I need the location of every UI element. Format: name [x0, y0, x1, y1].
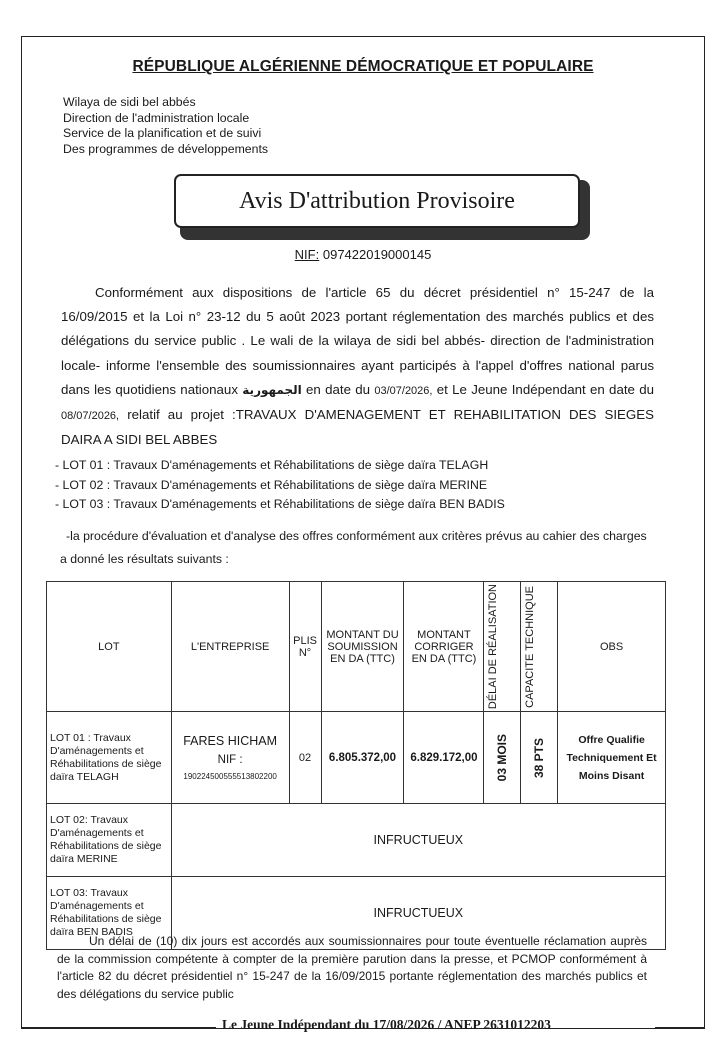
entreprise-nif: 190224500555513802200 [183, 772, 277, 782]
row1-plis: 02 [289, 712, 321, 804]
paragraph-part: relatif au projet : [127, 407, 236, 423]
header-delai-text: DÉLAI DE RÉALISATION [487, 584, 500, 710]
row1-capacite-text: 38 PTS [532, 737, 547, 778]
nif-value: 097422019000145 [322, 247, 432, 262]
main-paragraph [61, 281, 654, 452]
table-header-row [47, 582, 666, 712]
row2-result: INFRUCTUEUX [171, 804, 665, 877]
table-row [47, 712, 666, 804]
row1-obs: Offre Qualifie Techniquement Et Moins Disant [558, 712, 666, 804]
issuer-line: Direction de l'administration locale [63, 110, 250, 125]
results-table [46, 581, 666, 950]
arabic-newspaper: الجمهورية [242, 382, 302, 397]
entreprise-name: FARES HICHAM [183, 734, 277, 749]
procedure-paragraph [60, 525, 654, 570]
nif-line [0, 247, 726, 262]
closing-text: Un délai de (10) dix jours est accordés aux soumissionnaires pour toute éventuelle réclamation auprès de la commission compétente à compter de la première parution dans la presse, et PCMOP conformément à l'article 82 du décret présidentiel n° 15-247 de la 16/09/2015 portante réglementation des marchés publics et des délégations du service public [57, 934, 647, 1001]
issuer-block [63, 95, 268, 157]
issuer-line: Wilaya de sidi bel abbés [63, 95, 196, 109]
lot-item: - LOT 02 : Travaux D'aménagements et Réhabilitations de siège daïra MERINE [55, 477, 488, 492]
row1-delai [484, 712, 521, 804]
row1-montant-soumission: 6.805.372,00 [321, 712, 404, 804]
row1-capacite [521, 712, 558, 804]
date-2: 08/07/2026, [61, 410, 120, 423]
footer-rule-right [655, 1027, 705, 1028]
header-lot: LOT [47, 582, 172, 712]
entreprise-nif-label: NIF : [217, 754, 243, 767]
date-1: 03/07/2026, [374, 384, 433, 397]
issuer-line: Service de la planification et de suivi [63, 126, 262, 140]
republic-heading: RÉPUBLIQUE ALGÉRIENNE DÉMOCRATIQUE ET POPULAIRE [132, 58, 594, 75]
procedure-text: -la procédure d'évaluation et d'analyse des offres conformément aux critères prévus au cahier des charges a donné les résultats suivants : [60, 529, 647, 566]
header-capacite-text: CAPACITE TECHNIQUE [524, 585, 537, 708]
footer-rule-left [21, 1027, 216, 1028]
nif-label: NIF: [294, 247, 320, 262]
row1-entreprise [171, 712, 289, 804]
table-row [47, 804, 666, 877]
row3-lot: LOT 03: Travaux D'aménagements et Réhabilitations de siège daïra BEN BADIS [47, 877, 172, 950]
header-entreprise: L'ENTREPRISE [171, 582, 289, 712]
lots-list [55, 456, 655, 515]
header-capacite [521, 582, 558, 712]
header-delai [484, 582, 521, 712]
header-montant-soumission: MONTANT DU SOUMISSION EN DA (TTC) [321, 582, 404, 712]
notice-title: Avis D'attribution Provisoire [239, 187, 515, 214]
project-name: TRAVAUX D'AMENAGEMENT ET REHABILITATION DES SIEGES DAIRA A SIDI BEL ABBES [61, 407, 654, 448]
header-plis: PLIS N° [289, 582, 321, 712]
header-montant-corriger: MONTANT CORRIGER EN DA (TTC) [404, 582, 484, 712]
paragraph-part: en date du [306, 381, 371, 397]
row1-delai-text: 03 MOIS [495, 733, 510, 782]
row1-lot: LOT 01 : Travaux D'aménagements et Réhabilitations de siège daïra TELAGH [47, 712, 172, 804]
header-obs: OBS [558, 582, 666, 712]
lot-item: - LOT 03 : Travaux D'aménagements et Réhabilitations de siège daïra BEN BADIS [55, 497, 505, 511]
row3-result: INFRUCTUEUX [171, 877, 665, 950]
closing-paragraph [57, 933, 647, 1003]
lot-item: - LOT 01 : Travaux D'aménagements et Réhabilitations de siège daïra TELAGH [55, 458, 489, 472]
paragraph-part: Conformément aux dispositions de l'article 65 du décret présidentiel n° 15-247 de la 16/09/2015 et la Loi n° 23-12 du 5 août 2023 portant réglementation des marchés publics et des délégations du service public . Le wali de la wilaya de sidi bel abbés- direction de l'administration locale- informe l'ensemble des soumissionnaires ayant participés à l'appel d'offres national parus dans les quotidiens nationaux [61, 285, 654, 397]
issuer-line: Des programmes de développements [63, 141, 269, 156]
row2-lot: LOT 02: Travaux D'aménagements et Réhabilitations de siège daïra MERINE [47, 804, 172, 877]
row1-montant-corriger: 6.829.172,00 [404, 712, 484, 804]
title-box [174, 174, 580, 228]
paragraph-part: et Le Jeune Indépendant en date du [436, 381, 654, 397]
publication-footer: Le Jeune Indépendant du 17/08/2026 / ANEP 2631012203 [222, 1017, 551, 1032]
